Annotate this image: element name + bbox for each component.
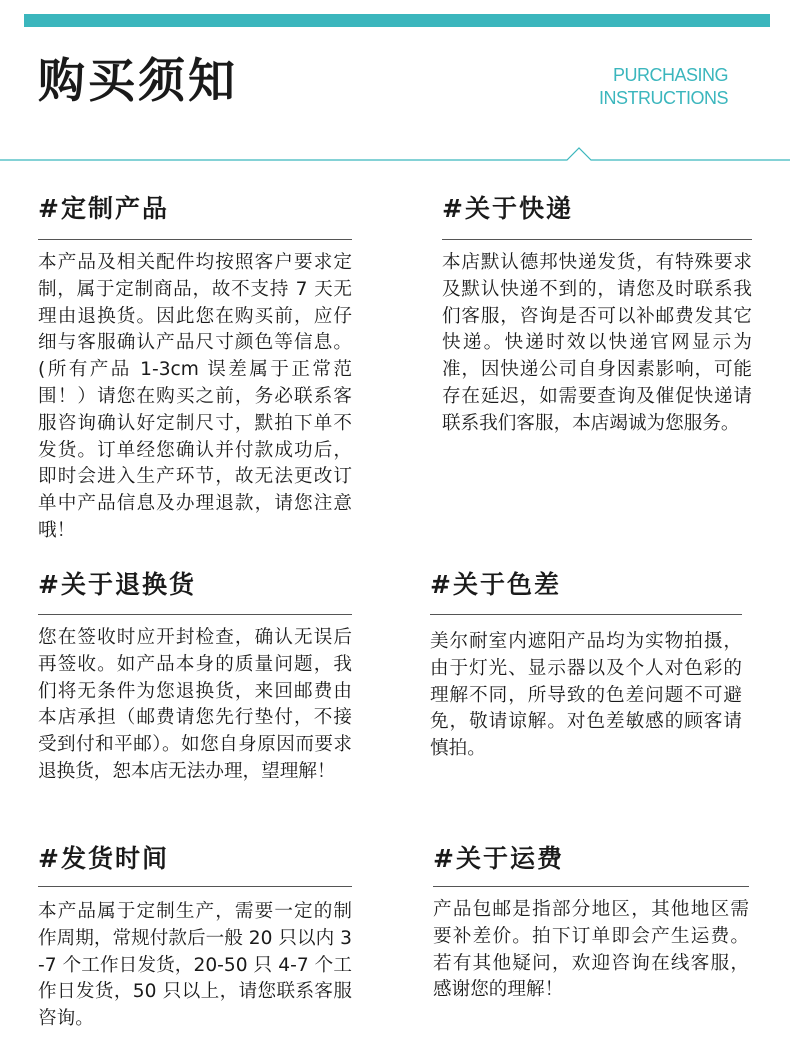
section-title: #定制产品 (38, 194, 169, 223)
page-subtitle-en (599, 64, 728, 110)
section-custom-product (38, 192, 352, 545)
section-title: #关于运费 (433, 844, 564, 873)
header-divider (0, 146, 790, 166)
section-body: 本产品及相关配件均按照客户要求定制，属于定制商品，故不支持 7 天无理由退换货。因此您在购买前，应仔细与客服确认产品尺寸颜色等信息。(所有产品 1-3cm 误差属于正常范围！）请您在购买之前，务必联系客服咨询确认好定制尺寸，默拍下单不发货。订单经您确认并付款成功后，即时会进入生产环节，故无法更改订单中产品信息及办理退款，请您注意哦！ (38, 252, 352, 541)
section-body: 您在签收时应开封检查，确认无误后再签收。如产品本身的质量问题，我们将无条件为您退换货，来回邮费由本店承担（邮费请您先行垫付，不接受到付和平邮）。如您自身原因而要求退换货，恕本店无法办理，望理解！ (38, 627, 352, 782)
section-divider (38, 614, 352, 615)
section-title: #关于退换货 (38, 570, 196, 599)
page-title: 购买须知 (38, 54, 238, 109)
section-shipping-time (38, 842, 352, 1033)
page-subtitle-en-line1: PURCHASING (612, 65, 728, 85)
section-color-difference (430, 568, 742, 763)
section-delivery (442, 192, 752, 438)
section-body: 产品包邮是指部分地区，其他地区需要补差价。拍下订单即会产生运费。若有其他疑问，欢迎咨询在线客服，感谢您的理解！ (433, 899, 749, 1001)
section-divider (433, 886, 749, 887)
section-body: 本产品属于定制生产，需要一定的制作周期，常规付款后一般 20 只以内 3-7 个工作日发货，20-50 只 4-7 个工作日发货，50 只以上，请您联系客服咨询。 (38, 901, 352, 1030)
section-body: 本店默认德邦快递发货，有特殊要求及默认快递不到的，请您及时联系我们客服，咨询是否可以补邮费发其它快递。快递时效以快递官网显示为准，因快递公司自身因素影响，可能存在延迟，如需要查询及催促快递请联系我们客服，本店竭诚为您服务。 (442, 252, 752, 434)
section-shipping-fee (433, 842, 749, 1004)
section-divider (38, 886, 352, 887)
top-accent-bar (24, 14, 770, 27)
section-title: #关于色差 (430, 570, 561, 599)
section-divider (442, 239, 752, 240)
section-divider (430, 614, 742, 615)
section-body: 美尔耐室内遮阳产品均为实物拍摄，由于灯光、显示器以及个人对色彩的理解不同，所导致的色差问题不可避免，敬请谅解。对色差敏感的顾客请慎拍。 (430, 631, 742, 760)
section-title: #发货时间 (38, 844, 169, 873)
section-returns (38, 568, 352, 786)
section-title: #关于快递 (442, 194, 573, 223)
page-subtitle-en-line2: INSTRUCTIONS (599, 88, 728, 108)
section-divider (38, 239, 352, 240)
